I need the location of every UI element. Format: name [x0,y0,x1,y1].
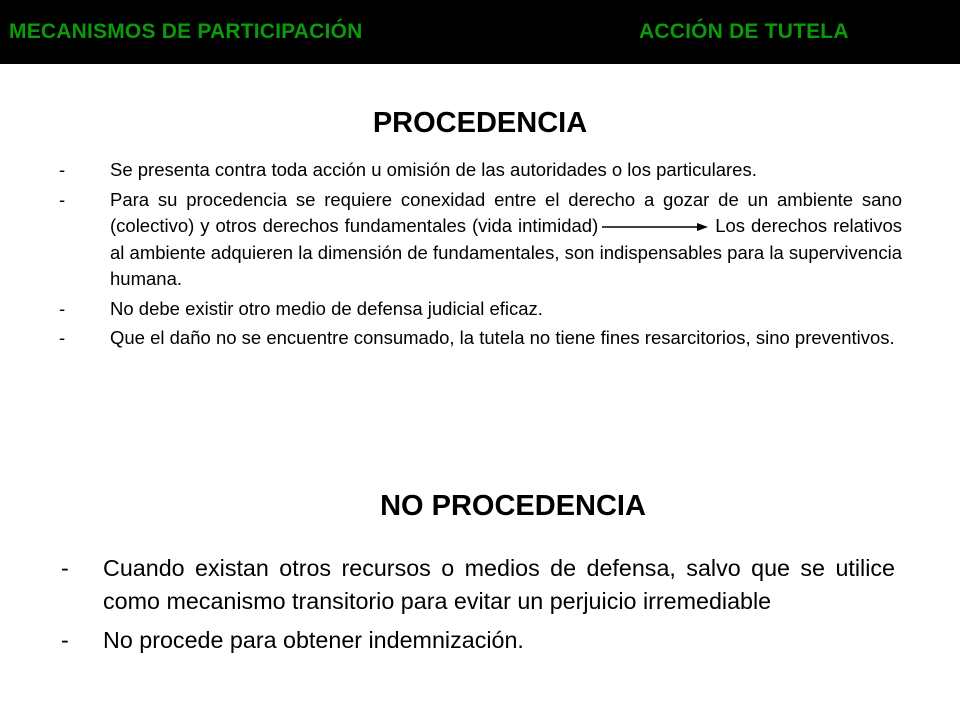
header-left-title: MECANISMOS DE PARTICIPACIÓN [9,20,363,43]
no-procedencia-item-text: Cuando existan otros recursos o medios de defensa, salvo que se utilice como mecanismo transitorio para evitar un perjuicio irremediable [103,555,895,614]
procedencia-item [59,157,902,184]
bullet-dash: - [59,327,66,348]
no-procedencia-title: NO PROCEDENCIA [380,490,646,522]
bullet-dash: - [61,627,69,653]
procedencia-item [59,325,902,352]
procedencia-title: PROCEDENCIA [372,107,588,139]
no-procedencia-item [61,552,895,618]
procedencia-item-text: Que el daño no se encuentre consumado, la tutela no tiene fines resarcitorios, sino preventivos. [110,327,895,348]
header-bar [0,0,960,64]
right-arrow-icon [602,220,709,234]
procedencia-item [59,187,902,293]
bullet-dash: - [59,297,66,319]
procedencia-item-text: Se presenta contra toda acción u omisión de las autoridades o los particulares. [110,159,757,180]
bullet-dash: - [61,555,69,581]
bullet-dash: - [59,159,66,180]
no-procedencia-item [61,624,895,657]
header-right-title: ACCIÓN DE TUTELA [639,20,849,43]
procedencia-item-text: No debe existir otro medio de defensa judicial eficaz. [110,297,543,319]
procedencia-item-text: Para su procedencia se requiere conexidad entre el derecho a gozar de un ambiente sano (colectivo) y otros derechos fundamentales (vida intimidad) [110,188,902,236]
procedencia-list [59,157,902,355]
procedencia-item [59,296,902,323]
procedencia-item-text: Los derechos relativos al ambiente adquieren la dimensión de fundamentales, son indispensables para la supervivencia humana. [110,215,902,289]
no-procedencia-item-text: No procede para obtener indemnización. [103,627,524,653]
no-procedencia-list [61,552,895,663]
bullet-dash: - [59,188,66,210]
